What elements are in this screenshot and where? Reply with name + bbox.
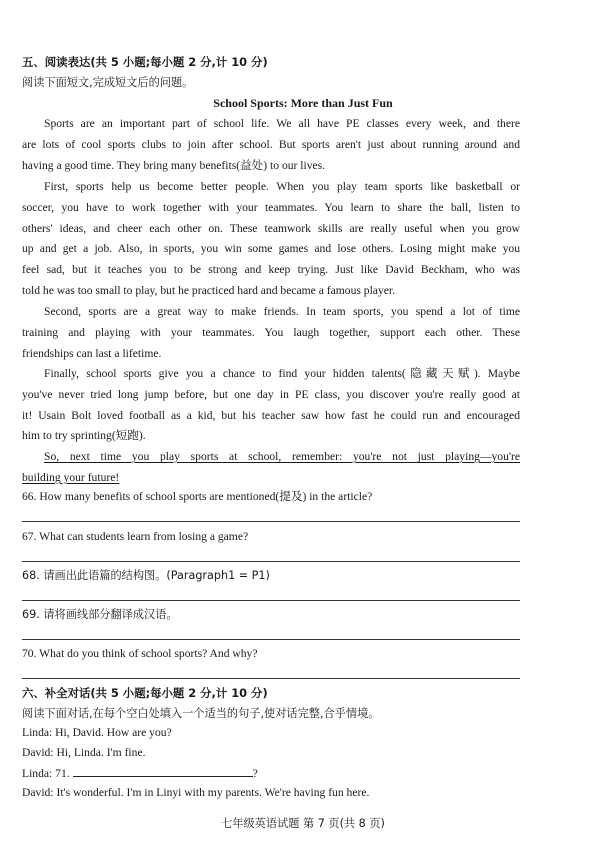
paragraph-line: First, sports help us become better people. When you play team sports like basketball or xyxy=(44,180,520,193)
page-footer: 七年级英语试题 第 7 页(共 8 页) xyxy=(221,817,385,830)
dialogue-text: It's wonderful. I'm in Linyi with my parents. We're having fun here. xyxy=(56,786,370,799)
question-68: 68. 请画出此语篇的结构图。(Paragraph1 = P1) xyxy=(22,569,270,582)
section6-instruction: 阅读下面对话,在每个空白处填入一个适当的句子,使对话完整,合乎情境。 xyxy=(22,707,380,720)
underlined-line: So, next time you play sports at school, remember: you're not just playing—you're xyxy=(44,450,520,463)
dialogue-text: 71. xyxy=(55,767,70,780)
dialogue-line-3 xyxy=(22,765,582,782)
paragraph-line: it! Usain Bolt loved football as a kid, but his teacher saw how fast he could run and encouraged xyxy=(22,408,520,422)
section5-instruction: 阅读下面短文,完成短文后的问题。 xyxy=(22,76,194,89)
speaker: David: xyxy=(22,786,54,799)
question-66: 66. How many benefits of school sports are mentioned(提及) in the article? xyxy=(22,490,373,503)
article-paragraph-3 xyxy=(22,302,520,364)
paragraph-line: Finally, school sports give you a chance to find your hidden talents(隐藏天赋). Maybe xyxy=(44,367,520,380)
paragraph-line: Sports are an important part of school life. We all have PE classes every week, and there xyxy=(44,117,520,130)
answer-line-68[interactable] xyxy=(22,600,520,601)
paragraph-line: others' ideas, and cheer each other on. These teamwork skills are really useful when you grow xyxy=(22,221,520,235)
paragraph-line: soccer, you have to work together with your teammates. You learn to share the ball, listen to xyxy=(22,200,520,214)
answer-line-67[interactable] xyxy=(22,561,520,562)
dialogue-line-1 xyxy=(22,725,582,741)
question-69: 69. 请将画线部分翻译成汉语。 xyxy=(22,608,178,621)
paragraph-line: are lots of cool sports clubs to join after school. But sports aren't just about running around and xyxy=(22,137,520,151)
dialogue-text: Hi, David. How are you? xyxy=(55,726,172,739)
answer-line-66[interactable] xyxy=(22,521,520,522)
speaker: Linda: xyxy=(22,726,53,739)
article-paragraph-2 xyxy=(22,177,520,302)
speaker: Linda: xyxy=(22,767,53,780)
speaker: David: xyxy=(22,746,54,759)
paragraph-line: feel sad, but it teaches you to be strong and keep trying. Just like David Beckham, who was xyxy=(22,263,520,277)
section5-title: 五、阅读表达(共 5 小题;每小题 2 分,计 10 分) xyxy=(22,55,268,69)
paragraph-line: him to try sprinting(短跑). xyxy=(22,429,146,443)
dialogue-line-2 xyxy=(22,745,582,761)
paragraph-line: friendships can last a lifetime. xyxy=(22,346,162,360)
paragraph-line: you've never tried long jump before, but one day in PE class, you discover you're really good at xyxy=(22,387,520,401)
answer-line-70[interactable] xyxy=(22,678,520,679)
dialogue-text: Hi, Linda. I'm fine. xyxy=(56,746,146,759)
article-title: School Sports: More than Just Fun xyxy=(213,96,393,110)
article-paragraph-4 xyxy=(22,364,520,447)
article-paragraph-1 xyxy=(22,114,520,176)
answer-line-69[interactable] xyxy=(22,639,520,640)
paragraph-line: Second, sports are a great way to make friends. In team sports, you spend a lot of time xyxy=(44,305,520,318)
paragraph-line: having a good time. They bring many benefits(益处) to our lives. xyxy=(22,158,326,172)
article-paragraph-5-underlined xyxy=(22,447,520,489)
underlined-line: building your future! xyxy=(22,470,120,484)
paragraph-line: up and get a job. Also, in sports, you win some games and lose others. Losing might make you xyxy=(22,242,520,256)
paragraph-line: training and playing with your teammates. You laugh together, support each other. These xyxy=(22,325,520,339)
section6-title: 六、补全对话(共 5 小题;每小题 2 分,计 10 分) xyxy=(22,686,268,700)
answer-blank-71[interactable] xyxy=(73,765,253,777)
paragraph-line: told he was too small to play, but he practiced hard and became a famous player. xyxy=(22,283,396,297)
dialogue-suffix: ? xyxy=(252,767,258,780)
question-67: 67. What can students learn from losing a game? xyxy=(22,530,249,543)
question-70: 70. What do you think of school sports? And why? xyxy=(22,647,258,660)
dialogue-line-4 xyxy=(22,785,582,801)
